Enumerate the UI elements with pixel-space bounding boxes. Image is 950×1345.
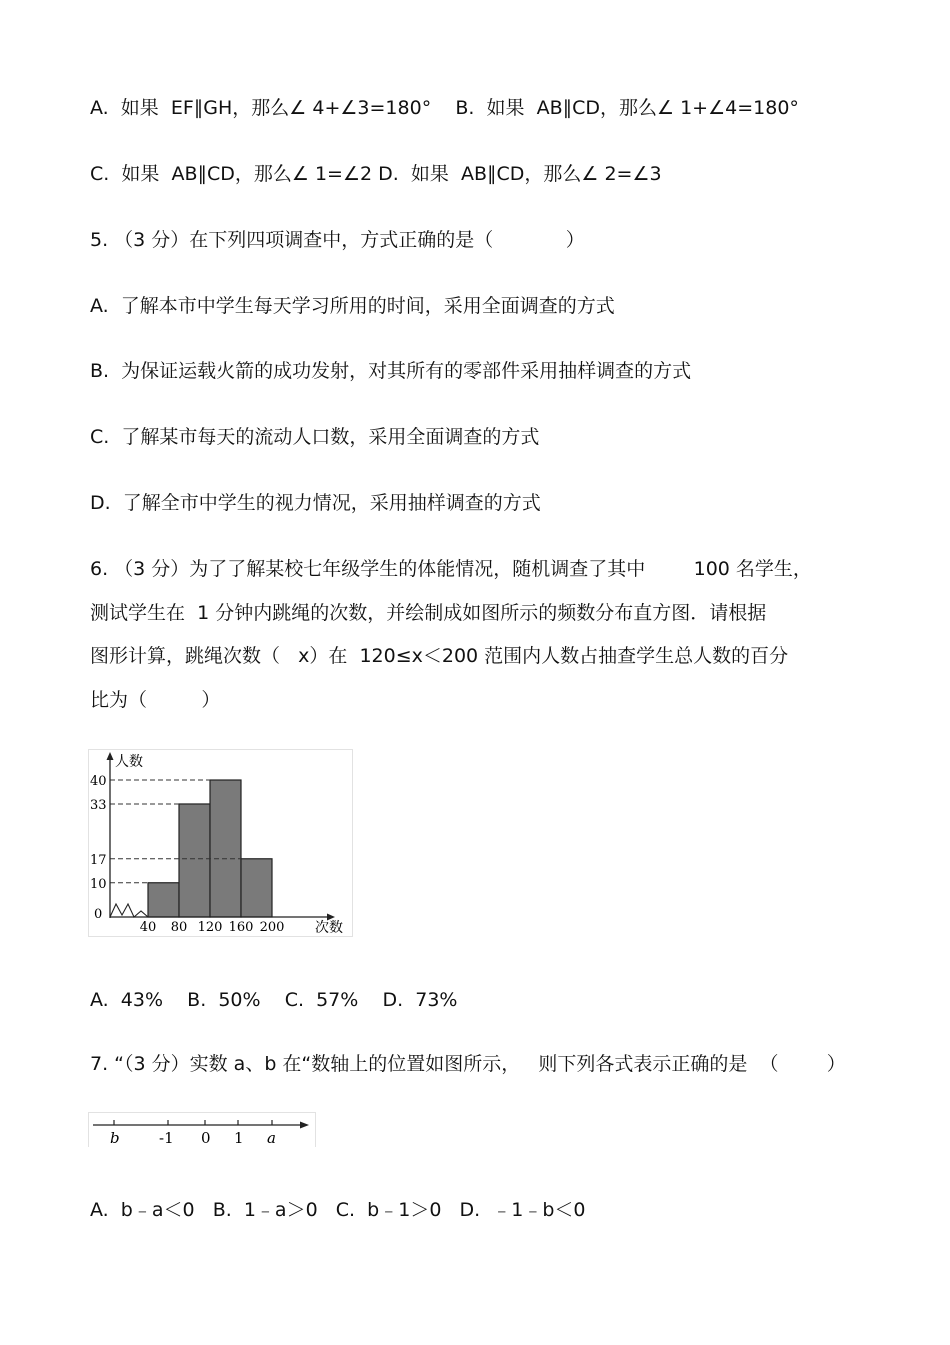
q6-options: A. 43% B. 50% C. 57% D. 73% xyxy=(90,989,458,1011)
y-tick-label: 17 xyxy=(90,852,107,868)
q6-stem-line-1: 6. （3 分）为了了解某校七年级学生的体能情况，随机调查了其中 100 名学生， xyxy=(90,558,812,580)
label-neg1: -1 xyxy=(159,1129,174,1147)
histogram-figure xyxy=(88,749,353,937)
q6-stem-line-2: 测试学生在 1 分钟内跳绳的次数，并绘制成如图所示的频数分布直方图．请根据 xyxy=(90,602,767,624)
q5-stem: 5. （3 分）在下列四项调查中，方式正确的是（ ） xyxy=(90,229,585,251)
x-axis-label: 次数 xyxy=(315,920,343,936)
label-1: 1 xyxy=(234,1129,244,1147)
q6-stem-line-4: 比为（ ） xyxy=(90,689,221,711)
x-tick-label: 120 xyxy=(197,920,223,935)
y-tick-label: 40 xyxy=(90,774,107,789)
label-b: b xyxy=(110,1129,120,1147)
number-line-svg xyxy=(89,1113,315,1147)
y-axis-label: 人数 xyxy=(115,754,143,770)
y-axis-arrow xyxy=(107,752,114,760)
histogram-bar xyxy=(148,883,179,917)
q5-option-a: A. 了解本市中学生每天学习所用的时间，采用全面调查的方式 xyxy=(90,295,615,317)
histogram-bar xyxy=(179,804,210,917)
q5-option-c: C. 了解某市每天的流动人口数，采用全面调查的方式 xyxy=(90,426,540,448)
q7-stem: 7. “（3 分）实数 a、b 在“数轴上的位置如图所示， 则下列各式表示正确的是 （ ） xyxy=(90,1053,846,1075)
origin-tick-label: 0 xyxy=(94,907,103,922)
q4-option-line-1: A. 如果 EF∥GH，那么∠ 4+∠3=180° B. 如果 AB∥CD，那么∠ 1+∠4=180° xyxy=(90,97,799,119)
q6-stem-line-3: 图形计算，跳绳次数（ x）在 120≤x＜200 范围内人数占抽查学生总人数的百分 xyxy=(90,645,789,667)
x-tick-label: 160 xyxy=(228,920,254,935)
number-line-arrow xyxy=(300,1122,309,1129)
x-tick-label: 40 xyxy=(139,920,157,935)
x-tick-label: 200 xyxy=(259,920,285,935)
number-line-figure xyxy=(88,1112,316,1147)
q7-options: A. b﹣a＜0 B. 1﹣a＞0 C. b﹣1＞0 D. ﹣1﹣b＜0 xyxy=(90,1199,586,1221)
histogram-bar xyxy=(210,780,241,917)
label-a: a xyxy=(267,1129,276,1147)
histogram-svg xyxy=(89,750,352,936)
q5-option-b: B. 为保证运载火箭的成功发射，对其所有的零部件采用抽样调查的方式 xyxy=(90,360,692,382)
q5-option-d: D. 了解全市中学生的视力情况，采用抽样调查的方式 xyxy=(90,492,541,514)
x-tick-label: 80 xyxy=(170,920,188,935)
axis-break-zigzag xyxy=(110,904,148,917)
histogram-bar xyxy=(241,859,272,917)
y-tick-label: 33 xyxy=(90,797,107,813)
label-0: 0 xyxy=(201,1129,211,1147)
q4-option-line-2: C. 如果 AB∥CD，那么∠ 1=∠2 D. 如果 AB∥CD，那么∠ 2=∠3 xyxy=(90,163,662,185)
y-tick-label: 10 xyxy=(90,876,107,892)
